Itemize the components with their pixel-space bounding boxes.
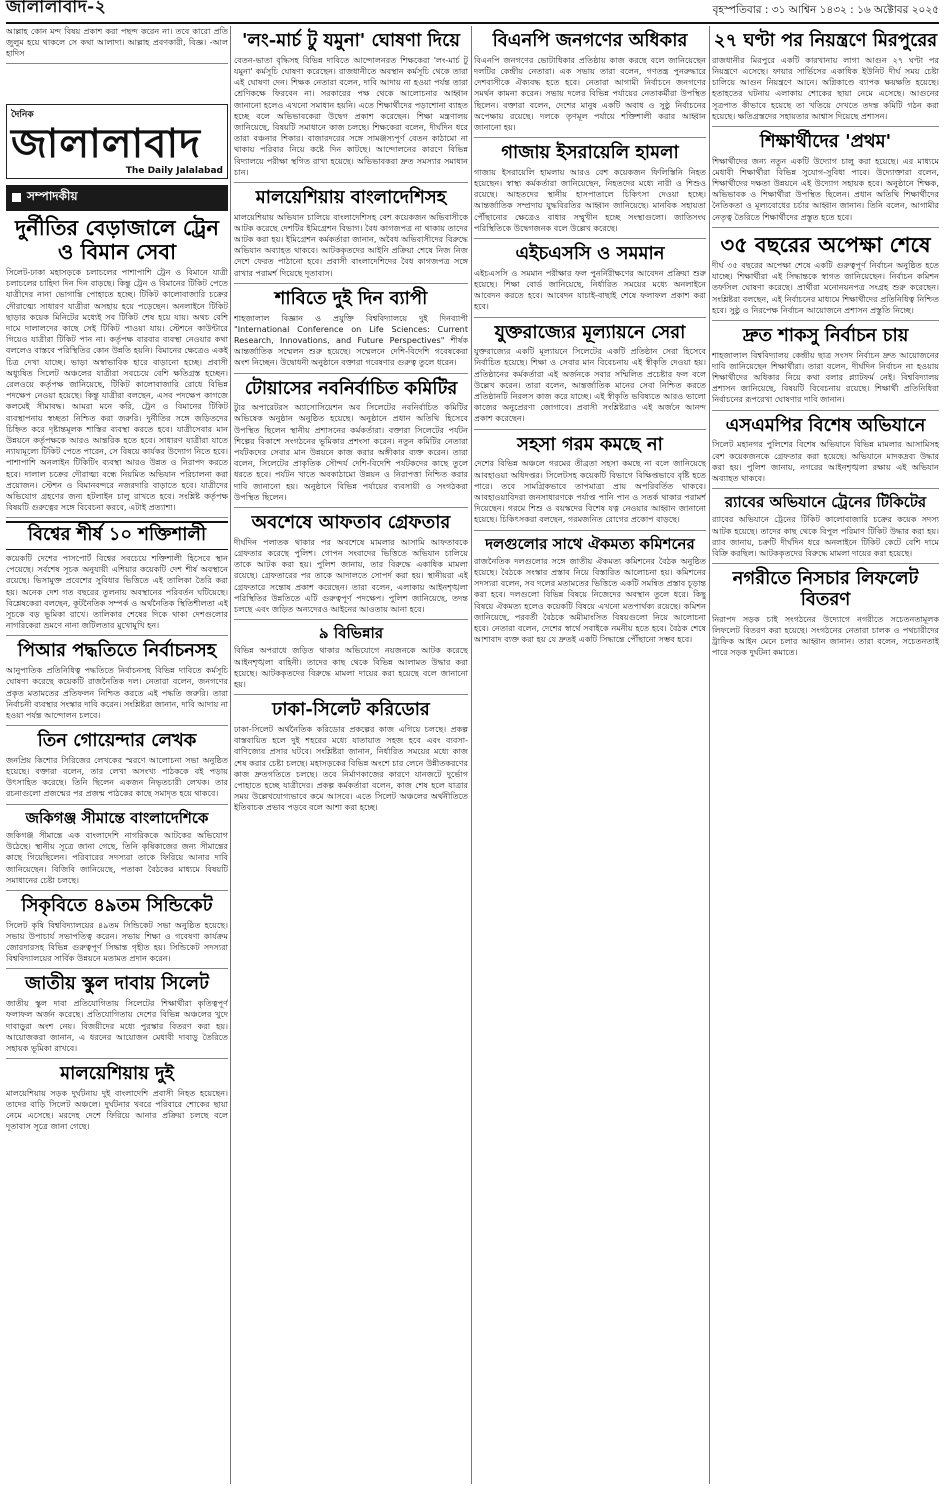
story-body: বিএনপি জনগণের ভোটাধিকার প্রতিষ্ঠায় কাজ করছে বলে জানিয়েছেন দলটির কেন্দ্রীয় নেতারা। এক সভায় তারা বলেন, গণতন্ত্র পুনরুদ্ধারে দেশবাসীকে ঐক্যবদ্ধ হতে হবে। নেতারা আগামী নির্বাচনে জনগণের সমর্থন কামনা করেন। সভায় দলের বিভিন্ন পর্যায়ের নেতাকর্মীরা উপস্থিত ছিলেন। বক্তারা বলেন, দেশের মানুষ একটি অবাধ ও সুষ্ঠু নির্বাচনের অপেক্ষায় রয়েছে। দলকে তৃণমূল পর্যায়ে শক্তিশালী করার আহ্বান জানানো হয়। xyxy=(474,54,706,132)
column-divider xyxy=(471,26,472,1484)
story-body: সিলেট কৃষি বিশ্ববিদ্যালয়ের ৪৯তম সিন্ডিকেট সভা অনুষ্ঠিত হয়েছে। সভায় উপাচার্য সভাপতিত্ব করেন। সভায় শিক্ষা ও গবেষণা কার্যক্রম জোরদারসহ বিভিন্ন গুরুত্বপূর্ণ সিদ্ধান্ত গৃহীত হয়। সিন্ডিকেট সদস্যরা বিশ্ববিদ্যালয়ের সার্বিক উন্নয়নে মতামত প্রদান করেন। xyxy=(6,919,228,964)
story-headline: দলগুলোর সাথে ঐকমত্য কমিশনের xyxy=(485,534,695,553)
news-story xyxy=(6,969,228,1059)
news-story xyxy=(6,1059,228,1137)
story-headline: সহসা গরম কমছে না xyxy=(517,433,663,455)
story-body: র‌্যাবের অভিযানে ট্রেনের টিকিট কালোবাজারি চক্রের কয়েক সদস্য আটক হয়েছে। তাদের কাছ থেকে বিপুল পরিমাণ টিকিট উদ্ধার করা হয়। র‌্যাব জানায়, চক্রটি দীর্ঘদিন ধরে অনলাইনে টিকিট কেটে বেশি দামে বিক্রি করছিল। আটককৃতদের বিরুদ্ধে মামলা দায়ের করা হয়েছে। xyxy=(712,514,939,559)
story-headline: তিন গোয়েন্দার লেখক xyxy=(37,730,197,752)
news-story xyxy=(6,891,228,970)
story-body: এইচএসসি ও সমমান পরীক্ষার ফল পুনর্নিরীক্ষণের আবেদন প্রক্রিয়া শুরু হয়েছে। শিক্ষা বোর্ড জানিয়েছে, নির্ধারিত সময়ের মধ্যে অনলাইনে আবেদন করতে হবে। আবেদন যাচাই-বাছাই শেষে ফলাফল প্রকাশ করা হবে। xyxy=(474,267,706,312)
section-bar xyxy=(6,185,228,211)
story-headline: বিশ্বের শীর্ষ ১০ শক্তিশালী xyxy=(6,521,228,550)
news-story xyxy=(234,284,468,374)
news-story xyxy=(474,138,706,239)
masthead xyxy=(6,104,228,179)
story-headline: মালয়েশিয়ায় দুই xyxy=(60,1063,174,1085)
story-body: মালয়েশিয়ায় সড়ক দুর্ঘটনায় দুই বাংলাদেশি প্রবাসী নিহত হয়েছেন। তাদের বাড়ি সিলেট অঞ্চলে। দুর্ঘটনার খবরে পরিবারে শোকের ছায়া নেমে এসেছে। মরদেহ দেশে ফিরিয়ে আনার প্রক্রিয়া চলছে বলে দূতাবাস সূত্রে জানা গেছে। xyxy=(6,1087,228,1132)
story-body: নিরাপদ সড়ক চাই সংগঠনের উদ্যোগে নগরীতে সচেতনতামূলক লিফলেট বিতরণ করা হয়েছে। সংগঠনের নেতারা চালক ও পথচারীদের ট্রাফিক আইন মেনে চলার আহ্বান জানান। তারা বলেন, সচেতনতাই পারে সড়ক দুর্ঘটনা কমাতে। xyxy=(712,613,939,658)
news-story xyxy=(712,411,939,490)
news-story xyxy=(234,695,468,817)
column-2 xyxy=(234,26,468,1484)
story-body: দীর্ঘদিন পলাতক থাকার পর অবশেষে মামলার আসামি আফতাবকে গ্রেফতার করেছে পুলিশ। গোপন সংবাদের ভিত্তিতে অভিযান চালিয়ে তাকে আটক করা হয়। পুলিশ জানায়, তার বিরুদ্ধে একাধিক মামলা রয়েছে। গ্রেফতারের পর তাকে আদালতে সোপর্দ করা হয়। স্থানীয়রা এই গ্রেফতারে সন্তোষ প্রকাশ করেছেন। তারা বলেন, এলাকায় আইনশৃঙ্খলা পরিস্থিতির উন্নতিতে এটি গুরুত্বপূর্ণ পদক্ষেপ। পুলিশ জানিয়েছে, তদন্ত চলছে এবং জড়িত অন্যদেরও আইনের আওতায় আনা হবে। xyxy=(234,536,468,614)
news-story xyxy=(6,636,228,726)
news-story xyxy=(6,518,228,636)
story-body: শাহজালাল বিশ্ববিদ্যালয় কেন্দ্রীয় ছাত্র সংসদ নির্বাচন দ্রুত আয়োজনের দাবি জানিয়েছেন শিক্ষার্থীরা। তারা বলেন, দীর্ঘদিন নির্বাচন না হওয়ায় শিক্ষার্থীদের অধিকার নিয়ে কথা বলার প্ল্যাটফর্ম নেই। বিশ্ববিদ্যালয় প্রশাসন জানিয়েছে, বিষয়টি বিবেচনায় রয়েছে। শিক্ষার্থী প্রতিনিধিরা নির্বাচনের রূপরেখা ঘোষণার দাবি জানান। xyxy=(712,349,939,405)
news-story xyxy=(474,531,706,650)
news-story xyxy=(712,489,939,564)
square-icon xyxy=(12,193,21,202)
story-body: গাজায় ইসরায়েলি হামলায় আরও বেশ কয়েকজন ফিলিস্তিনি নিহত হয়েছেন। স্বাস্থ্য কর্মকর্তারা জানিয়েছেন, নিহতদের মধ্যে নারী ও শিশুও রয়েছে। আহতদের স্থানীয় হাসপাতালে চিকিৎসা দেওয়া হচ্ছে। আন্তর্জাতিক সম্প্রদায় যুদ্ধবিরতির আহ্বান জানিয়েছে। মানবিক সহায়তা পৌঁছানোর ক্ষেত্রেও বাধার সম্মুখীন হচ্ছে সংস্থাগুলো। জাতিসংঘ পরিস্থিতিকে উদ্বেগজনক বলে উল্লেখ করেছে। xyxy=(474,166,706,233)
news-story xyxy=(712,321,939,411)
page-folio-title: জালালাবাদ-২ xyxy=(6,0,107,17)
story-headline: ৩৫ বছরের অপেক্ষা শেষে xyxy=(720,231,931,257)
story-headline: গাজায় ইসরায়েলি হামলা xyxy=(501,142,679,164)
story-headline: জকিগঞ্জ সীমান্তে বাংলাদেশিকে xyxy=(25,808,209,827)
story-body: সিলেট মহানগর পুলিশের বিশেষ অভিযানে বিভিন্ন মামলার আসামিসহ বেশ কয়েকজনকে গ্রেফতার করা হয়েছে। অভিযানে মাদকদ্রব্য উদ্ধার করা হয়। পুলিশ জানায়, নগরের আইনশৃঙ্খলা রক্ষায় এই অভিযান অব্যাহত থাকবে। xyxy=(712,439,939,483)
news-story xyxy=(712,228,939,321)
story-headline: ৯ বিভিন্নার xyxy=(318,624,384,643)
story-body: দীর্ঘ ৩৫ বছরের অপেক্ষা শেষে একটি গুরুত্বপূর্ণ নির্বাচন অনুষ্ঠিত হতে যাচ্ছে। শিক্ষার্থীরা এই সিদ্ধান্তকে স্বাগত জানিয়েছেন। নির্বাচন কমিশন তফসিল ঘোষণা করেছে। প্রার্থীরা মনোনয়নপত্র সংগ্রহ শুরু করেছেন। সংশ্লিষ্টরা বলছেন, এই নির্বাচনের মাধ্যমে শিক্ষার্থীদের প্রতিনিধিত্ব নিশ্চিত হবে। সুষ্ঠু ও নিরপেক্ষ নির্বাচন আয়োজনে প্রশাসন প্রস্তুতি নিচ্ছে। xyxy=(712,259,939,315)
news-story xyxy=(234,374,468,509)
editorial-story xyxy=(6,211,228,519)
news-story xyxy=(6,805,228,891)
story-headline: র‌্যাবের অভিযানে ট্রেনের টিকিটের xyxy=(724,493,927,512)
story-headline: ২৭ ঘণ্টা পর নিয়ন্ত্রণে মিরপুরের xyxy=(713,30,938,51)
news-story xyxy=(474,318,706,430)
news-story xyxy=(712,127,939,228)
story-headline: শিক্ষার্থীদের 'প্রথম' xyxy=(759,130,892,152)
story-headline: সিকৃবিতে ৪৯তম সিন্ডিকেট xyxy=(21,894,213,916)
story-body: আনুপাতিক প্রতিনিধিত্ব পদ্ধতিতে নির্বাচনসহ বিভিন্ন দাবিতে কর্মসূচি ঘোষণা করেছে কয়েকটি রাজনৈতিক দল। নেতারা বলেন, জনগণের প্রকৃত মতামতের প্রতিফলন নিশ্চিত করতে এই পদ্ধতি জরুরি। তারা নির্বাচনী ব্যবস্থার সংস্কার দাবি করেন। সংশ্লিষ্টরা জানান, দাবি আদায় না হওয়া পর্যন্ত আন্দোলন চলবে। xyxy=(6,665,228,720)
news-story xyxy=(712,564,939,662)
story-body: সিলেট-ঢাকা মহাসড়কে চলাচলের পাশাপাশি ট্রেন ও বিমানে যাত্রী চলাচলের চাহিদা দিন দিন বাড়ছে। কিন্তু ট্রেন ও বিমানের টিকিট পেতে যাত্রীদের নানা ভোগান্তি পোহাতে হচ্ছে। টিকিট কালোবাজারি চক্রের দৌরাত্ম্যে সাধারণ যাত্রীরা অসহায় হয়ে পড়েছেন। অনলাইনে টিকিট ছাড়ার কয়েক মিনিটের মধ্যেই সব টিকিট শেষ হয়ে যায়। অথচ বেশি দামে দালালদের কাছে সেই টিকিট পাওয়া যায়। স্টেশনে কাউন্টারে গিয়েও যাত্রীরা টিকিট পান না। কর্তৃপক্ষ বারবার ব্যবস্থা নেওয়ার কথা বললেও বাস্তবে পরিস্থিতির কোন উন্নতি হয়নি। বিমানের ক্ষেত্রেও একই চিত্র দেখা যাচ্ছে। ভাড়া অস্বাভাবিক হারে বাড়ানো হচ্ছে। প্রবাসী অধ্যুষিত সিলেট অঞ্চলের যাত্রীরা সবচেয়ে বেশি ক্ষতিগ্রস্ত হচ্ছেন। রেলওয়ে কর্তৃপক্ষ জানিয়েছে, টিকিট কালোবাজারি রোধে বিভিন্ন পদক্ষেপ নেওয়া হয়েছে। কিন্তু যাত্রীরা বলছেন, এসব পদক্ষেপ কাগজে কলমেই সীমাবদ্ধ। আমরা মনে করি, ট্রেন ও বিমানের টিকিট ব্যবস্থাপনায় স্বচ্ছতা নিশ্চিত করা জরুরি। দুর্নীতির সঙ্গে জড়িতদের চিহ্নিত করে দৃষ্টান্তমূলক শাস্তির ব্যবস্থা করতে হবে। যাত্রীসেবার মান উন্নয়নে কর্তৃপক্ষকে আরও আন্তরিক হতে হবে। সাধারণ যাত্রীরা যাতে ন্যায্যমূল্যে টিকিট পেতে পারেন, সে বিষয়ে কার্যকর উদ্যোগ নিতে হবে। পাশাপাশি অনলাইন টিকিটিং ব্যবস্থা আরও উন্নত ও নিরাপদ করতে হবে। দালাল চক্রের দৌরাত্ম্য বন্ধে নিয়মিত অভিযান পরিচালনা করা প্রয়োজন। স্টেশন ও বিমানবন্দরে নজরদারি বাড়াতে হবে। যাত্রীদের অভিযোগ গ্রহণের জন্য হটলাইন চালু রাখতে হবে। সংশ্লিষ্ট কর্তৃপক্ষ বিষয়টি গুরুত্বের সঙ্গে বিবেচনা করবে, এটাই প্রত্যাশা। xyxy=(6,266,228,513)
news-story xyxy=(234,508,468,620)
masthead-prefix: দৈনিক xyxy=(11,109,34,120)
story-headline: শাবিতে দুই দিন ব্যাপী xyxy=(274,287,428,309)
story-body: শিক্ষার্থীদের জন্য নতুন একটি উদ্যোগ চালু করা হয়েছে। এর মাধ্যমে মেধাবী শিক্ষার্থীরা বিভিন্ন সুযোগ-সুবিধা পাবে। উদ্যোক্তারা বলেন, শিক্ষার্থীদের দক্ষতা উন্নয়নে এই উদ্যোগ সহায়ক হবে। অনুষ্ঠানে শিক্ষক, অভিভাবক ও শিক্ষার্থীরা উপস্থিত ছিলেন। প্রধান অতিথি শিক্ষার্থীদের নৈতিকতা ও মূল্যবোধের চর্চার আহ্বান জানান। তিনি বলেন, আগামীর নেতৃত্ব তৈরিতে শিক্ষার্থীদের প্রস্তুত হতে হবে। xyxy=(712,155,939,222)
story-body: দেশের বিভিন্ন অঞ্চলে গরমের তীব্রতা সহসা কমছে না বলে জানিয়েছে আবহাওয়া অধিদপ্তর। সিলেটসহ কয়েকটি বিভাগে বিক্ষিপ্তভাবে বৃষ্টি হতে পারে। তবে সামগ্রিকভাবে তাপমাত্রা প্রায় অপরিবর্তিত থাকবে। আবহাওয়াবিদরা জনসাধারণকে পর্যাপ্ত পানি পান ও সতর্ক থাকার পরামর্শ দিয়েছেন। গরমে শিশু ও বয়স্কদের বিশেষ যত্ন নেওয়ার আহ্বান জানানো হয়েছে। চিকিৎসকরা বলছেন, গরমজনিত রোগের প্রকোপ বাড়ছে। xyxy=(474,458,706,525)
news-story xyxy=(712,26,939,127)
story-headline: এইচএসসি ও সমমান xyxy=(515,243,665,265)
story-headline: নগরীতে নিসচার লিফলেট বিতরণ xyxy=(732,568,919,610)
masthead-title: জালালাবাদ xyxy=(11,119,202,167)
story-body: মালয়েশিয়ায় অভিযান চালিয়ে বাংলাদেশিসহ বেশ কয়েকজন অভিবাসীকে আটক করেছে দেশটির ইমিগ্রেশন বিভাগ। বৈধ কাগজপত্র না থাকায় তাদের আটক করা হয়। ইমিগ্রেশন কর্মকর্তারা জানান, অবৈধ অভিবাসীদের বিরুদ্ধে অভিযান অব্যাহত থাকবে। আটককৃতদের আইনি প্রক্রিয়া শেষে নিজ নিজ দেশে ফেরত পাঠানো হবে। প্রবাসী বাংলাদেশিদের বৈধ কাগজপত্র সঙ্গে রাখার পরামর্শ দিয়েছে দূতাবাস। xyxy=(234,211,468,278)
section-title: সম্পাদকীয় xyxy=(27,188,78,203)
column-divider xyxy=(230,26,231,1484)
news-story xyxy=(474,430,706,531)
story-headline: ঢাকা-সিলেট করিডোর xyxy=(272,699,430,721)
story-headline: জাতীয় স্কুল দাবায় সিলেট xyxy=(25,973,209,995)
column-3 xyxy=(474,26,706,1484)
story-headline: যুক্তরাজ্যের মূল্যায়নে সেরা xyxy=(494,321,686,343)
story-headline: মালয়েশিয়ায় বাংলাদেশিসহ xyxy=(255,186,447,208)
news-story xyxy=(234,26,468,183)
story-headline: পিআর পদ্ধতিতে নির্বাচনসহ xyxy=(17,640,217,662)
news-story xyxy=(474,26,706,138)
story-headline: টোয়াসের নবনির্বাচিত কমিটির xyxy=(244,377,458,399)
story-body: কয়েকটি দেশের পাসপোর্ট বিশ্বের সবচেয়ে শক্তিশালী হিসেবে স্থান পেয়েছে। সর্বশেষ সূচক অনুযায়ী এশিয়ার কয়েকটি দেশ শীর্ষ অবস্থানে রয়েছে। ভিসামুক্ত প্রবেশের সুবিধার ভিত্তিতে এই তালিকা তৈরি করা হয়। অনেক দেশ গত বছরের তুলনায় অবস্থানের পরিবর্তন ঘটিয়েছে। বিশ্লেষকেরা বলছেন, কূটনৈতিক সম্পর্ক ও অর্থনৈতিক স্থিতিশীলতা এই সূচকে বড় ভূমিকা রাখে। তালিকার শেষের দিকে থাকা দেশগুলোর নাগরিকেরা ভ্রমণে নানা জটিলতার মুখোমুখি হন। xyxy=(6,553,228,631)
column-1 xyxy=(6,26,228,1484)
story-body: বেতন-ভাতা বৃদ্ধিসহ বিভিন্ন দাবিতে আন্দোলনরত শিক্ষকেরা 'লং-মার্চ টু যমুনা' কর্মসূচি ঘোষণা করেছেন। রাজধানীতে অবস্থান কর্মসূচি থেকে তারা এই ঘোষণা দেন। শিক্ষক নেতারা বলেন, দাবি আদায় না হওয়া পর্যন্ত তারা শ্রেণিকক্ষে ফিরবেন না। সরকারের পক্ষ থেকে আলোচনার আহ্বান জানানো হলেও এখনো সমাধান হয়নি। এতে শিক্ষার্থীদের পড়াশোনা ব্যাহত হচ্ছে বলে অভিভাবকেরা উদ্বেগ প্রকাশ করেছেন। শিক্ষা মন্ত্রণালয় জানিয়েছে, বিষয়টি সমাধানে কাজ চলছে। শিক্ষকেরা বলেন, দীর্ঘদিন ধরে তারা বঞ্চনার শিকার। বাজারদরের সঙ্গে সামঞ্জস্যপূর্ণ বেতন কাঠামো না থাকায় পরিবার নিয়ে কষ্টে দিন কাটছে। আন্দোলনের কারণে বিভিন্ন বিদ্যালয়ে পরীক্ষা স্থগিত রাখা হয়েছে। অভিভাবকরা দ্রুত সমস্যার সমাধান চান। xyxy=(234,54,468,177)
story-headline: 'লং-মার্চ টু যমুনা' ঘোষণা দিয়ে xyxy=(242,30,460,51)
story-body: জকিগঞ্জ সীমান্তে এক বাংলাদেশি নাগরিককে আটকের অভিযোগ উঠেছে। স্থানীয় সূত্রে জানা গেছে, তিনি কৃষিকাজের জন্য সীমান্তের কাছে গিয়েছিলেন। পরিবারের সদস্যরা তাকে ফিরিয়ে আনার দাবি জানিয়েছেন। বিজিবি জানিয়েছে, পতাকা বৈঠকের মাধ্যমে বিষয়টি সমাধানের চেষ্টা চলছে। xyxy=(6,829,228,885)
masthead-english: The Daily Jalalabad xyxy=(125,165,223,176)
story-body: রাজনৈতিক দলগুলোর সঙ্গে জাতীয় ঐকমত্য কমিশনের বৈঠক অনুষ্ঠিত হয়েছে। বৈঠকে সংস্কার প্রস্তাব নিয়ে বিস্তারিত আলোচনা হয়। কমিশনের সদস্যরা বলেন, সব দলের মতামতের ভিত্তিতে একটি সমন্বিত প্রস্তাব চূড়ান্ত করা হবে। দলগুলো বিভিন্ন বিষয়ে নিজেদের অবস্থান তুলে ধরে। কিছু বিষয়ে ঐকমত্য হলেও কয়েকটি বিষয়ে এখনো মতপার্থক্য রয়েছে। কমিশন জানিয়েছে, পরবর্তী বৈঠকে অমীমাংসিত বিষয়গুলো নিয়ে আলোচনা হবে। নেতারা বলেন, দেশের স্বার্থে সবাইকে নমনীয় হতে হবে। বৈঠক শেষে আশাবাদ ব্যক্ত করা হয় যে দ্রুতই একটি সিদ্ধান্তে পৌঁছানো সম্ভব হবে। xyxy=(474,555,706,645)
story-headline: দুর্নীতির বেড়াজালে ট্রেন ও বিমান সেবা xyxy=(15,214,219,264)
news-story xyxy=(474,239,706,318)
story-body: জনপ্রিয় কিশোর সিরিজের লেখকের স্মরণে আলোচনা সভা অনুষ্ঠিত হয়েছে। বক্তারা বলেন, তার লেখা অসংখ্য পাঠককে বই পড়ায় উৎসাহিত করেছে। তিনি ছিলেন একজন নিভৃতচারী লেখক। তার রচনাগুলো প্রজন্মের পর প্রজন্ম পাঠকের কাছে সমাদৃত হয়ে থাকবে। xyxy=(6,754,228,799)
story-body: ট্যুর অপারেটরস অ্যাসোসিয়েশন অব সিলেটের নবনির্বাচিত কমিটির অভিষেক অনুষ্ঠান অনুষ্ঠিত হয়েছে। অনুষ্ঠানে প্রধান অতিথি হিসেবে উপস্থিত ছিলেন স্থানীয় প্রশাসনের কর্মকর্তারা। বক্তারা সিলেটের পর্যটন শিল্পের বিকাশে সংগঠনের ভূমিকার প্রশংসা করেন। নতুন কমিটির নেতারা পর্যটকদের সেবার মান উন্নয়নে কাজ করার অঙ্গীকার ব্যক্ত করেন। তারা বলেন, সিলেটের প্রাকৃতিক সৌন্দর্য দেশি-বিদেশি পর্যটকদের কাছে তুলে ধরতে হবে। পর্যটন খাতে অবকাঠামো উন্নয়ন ও নিরাপত্তা নিশ্চিত করার দাবি জানানো হয়। অনুষ্ঠানে বিভিন্ন পর্যায়ের ব্যবসায়ী ও সংগঠকরা উপস্থিত ছিলেন। xyxy=(234,402,468,502)
story-headline: এসএমপির বিশেষ অভিযানে xyxy=(725,414,926,436)
column-4 xyxy=(712,26,939,1484)
story-body: জাতীয় স্কুল দাবা প্রতিযোগিতায় সিলেটের শিক্ষার্থীরা কৃতিত্বপূর্ণ ফলাফল অর্জন করেছে। প্রতিযোগিতায় দেশের বিভিন্ন অঞ্চলের খুদে দাবাড়ুরা অংশ নেয়। বিজয়ীদের মধ্যে পুরস্কার বিতরণ করা হয়। আয়োজকরা জানান, এ ধরনের আয়োজন মেধাবী দাবাড়ু তৈরিতে সহায়ক ভূমিকা রাখবে। xyxy=(6,998,228,1053)
hadith-quote: আল্লাহ কোন মন্দ বিষয় প্রকাশ করা পছন্দ করেন না। তবে কারো প্রতি জুলুম হয়ে থাকলে সে কথা আলাদা। আল্লাহ প্রবণকারী, বিজ্ঞ। -আল হাদিস xyxy=(6,26,228,64)
story-body: শাহজালাল বিজ্ঞান ও প্রযুক্তি বিশ্ববিদ্যালয়ে দুই দিনব্যাপী "International Conference on Life Sciences: Current Research, Innovations, and Future Perspectives" শীর্ষক আন্তর্জাতিক সম্মেলন শুরু হয়েছে। সম্মেলনে দেশি-বিদেশি গবেষকেরা অংশ নিচ্ছেন। উদ্বোধনী অনুষ্ঠানে বক্তারা গবেষণার গুরুত্ব তুলে ধরেন। xyxy=(234,312,468,368)
story-headline: দ্রুত শাকসু নির্বাচন চায় xyxy=(742,324,909,346)
story-body: ঢাকা-সিলেট অর্থনৈতিক করিডোর প্রকল্পের কাজ এগিয়ে চলছে। প্রকল্প বাস্তবায়িত হলে দুই শহরের মধ্যে যাতায়াত সহজ হবে এবং ব্যবসা-বাণিজ্যের প্রসার ঘটবে। সংশ্লিষ্টরা জানান, নির্ধারিত সময়ের মধ্যে কাজ শেষ করার চেষ্টা চলছে। মহাসড়কের বিভিন্ন অংশে চার লেনে উন্নীতকরণের কাজ দ্রুতগতিতে চলছে। তবে নির্মাণকাজের কারণে যানজটে দুর্ভোগ পোহাতে হচ্ছে যাত্রীদের। প্রকল্প কর্মকর্তারা বলেন, কাজ শেষ হলে যাত্রার সময় উল্লেখযোগ্যভাবে কমে আসবে। এতে সিলেট অঞ্চলের অর্থনীতিতে ইতিবাচক প্রভাব পড়বে বলে আশা করা হচ্ছে। xyxy=(234,723,468,813)
story-body: বিভিন্ন অপরাধে জড়িত থাকার অভিযোগে নয়জনকে আটক করেছে আইনশৃঙ্খলা বাহিনী। তাদের কাছ থেকে বিভিন্ন আলামত উদ্ধার করা হয়েছে। আটককৃতদের বিরুদ্ধে মামলা দায়ের করা হয়েছে বলে জানানো হয়। xyxy=(234,645,468,690)
news-story xyxy=(234,620,468,695)
page-header xyxy=(6,2,939,24)
column-divider xyxy=(709,26,710,1484)
story-headline: অবশেষে আফতাব গ্রেফতার xyxy=(251,512,451,534)
news-story xyxy=(234,183,468,284)
story-body: যুক্তরাজ্যের একটি মূল্যায়নে সিলেটের একটি প্রতিষ্ঠান সেরা হিসেবে নির্বাচিত হয়েছে। শিক্ষা ও সেবার মান বিবেচনায় এই স্বীকৃতি দেওয়া হয়। প্রতিষ্ঠানের কর্মকর্তারা এই অর্জনকে সবার সম্মিলিত প্রচেষ্টার ফল বলে উল্লেখ করেন। তারা বলেন, আন্তর্জাতিক মানের সেবা নিশ্চিত করতে প্রতিষ্ঠানটি নিরলস কাজ করে যাচ্ছে। এই স্বীকৃতি ভবিষ্যতে আরও ভালো কাজের অনুপ্রেরণা জোগাবে। প্রবাসী সংশ্লিষ্টরাও এই অর্জনে আনন্দ প্রকাশ করেছেন। xyxy=(474,346,706,424)
story-body: রাজধানীর মিরপুরে একটি কারখানায় লাগা আগুন ২৭ ঘণ্টা পর নিয়ন্ত্রণে এসেছে। ফায়ার সার্ভিসের একাধিক ইউনিট দীর্ঘ সময় চেষ্টা চালিয়ে আগুন নিয়ন্ত্রণে আনে। অগ্নিকাণ্ডে ব্যাপক ক্ষয়ক্ষতি হয়েছে। হতাহতের ঘটনায় এলাকায় শোকের ছায়া নেমে এসেছে। আগুনের সূত্রপাত কীভাবে হয়েছে তা খতিয়ে দেখতে তদন্ত কমিটি গঠন করা হয়েছে। ক্ষতিগ্রস্তদের সহায়তার আশ্বাস দিয়েছে প্রশাসন। xyxy=(712,54,939,121)
issue-date: বৃহস্পতিবার : ৩১ আশ্বিন ১৪৩২ : ১৬ অক্টোবর ২০২৫ xyxy=(712,4,939,16)
story-headline: বিএনপি জনগণের অধিকার xyxy=(492,30,688,51)
news-story xyxy=(6,726,228,805)
